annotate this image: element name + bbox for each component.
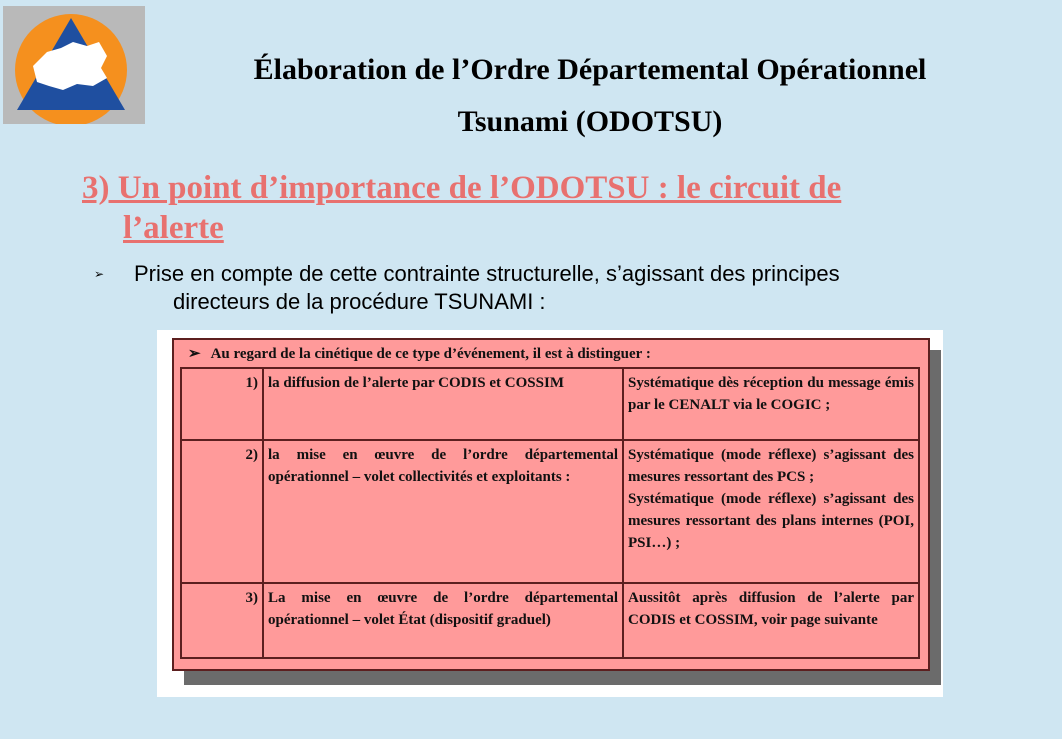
- table-arrow-icon: ➢: [188, 346, 201, 362]
- table-row: [182, 441, 918, 584]
- title-line-2: Tsunami (ODOTSU): [457, 105, 723, 138]
- row-detail: Systématique dès réception du message émis par le CENALT via le COGIC ;: [628, 375, 914, 413]
- civil-protection-logo-icon: [3, 6, 145, 124]
- bullet-line-2: directeurs de la procédure TSUNAMI :: [173, 289, 546, 314]
- table-row: [182, 369, 918, 441]
- row-detail: Systématique (mode réflexe) s’agissant des mesures ressortant des PCS ;: [628, 447, 914, 485]
- row-number: 2): [182, 441, 264, 582]
- bullet-text: [134, 260, 1014, 316]
- bullet-line-1: Prise en compte de cette contrainte structurelle, s’agissant des principes: [134, 261, 840, 286]
- table-row: [182, 584, 918, 657]
- table-header: [188, 344, 651, 364]
- row-detail: Systématique (mode réflexe) s’agissant des mesures ressortant des plans internes (POI, PSI…) ;: [628, 491, 914, 551]
- row-detail: Aussitôt après diffusion de l’alerte par CODIS et COSSIM, voir page suivante: [628, 590, 914, 628]
- row-details: [624, 441, 918, 582]
- row-number: 3): [182, 584, 264, 657]
- alert-table-figure: [157, 330, 943, 697]
- row-details: [624, 584, 918, 657]
- page-title: [150, 44, 1030, 148]
- alert-table: [172, 338, 930, 671]
- row-number: 1): [182, 369, 264, 439]
- section-heading-line-1: 3) Un point d’importance de l’ODOTSU : le circuit de: [82, 170, 842, 206]
- table-header-text: Au regard de la cinétique de ce type d’événement, il est à distinguer :: [210, 346, 651, 362]
- title-line-1: Élaboration de l’Ordre Départemental Opérationnel: [253, 53, 927, 86]
- row-description: La mise en œuvre de l’ordre départemental opérationnel – volet État (dispositif graduel): [264, 584, 624, 657]
- bullet-arrow-icon: ➢: [94, 267, 105, 281]
- section-heading: [82, 168, 1012, 248]
- table-grid: [180, 367, 920, 659]
- section-heading-line-2: l’alerte: [123, 210, 224, 246]
- row-description: la mise en œuvre de l’ordre départemental opérationnel – volet collectivités et exploitants :: [264, 441, 624, 582]
- row-description: la diffusion de l’alerte par CODIS et COSSIM: [264, 369, 624, 439]
- row-details: [624, 369, 918, 439]
- logo: [3, 6, 145, 124]
